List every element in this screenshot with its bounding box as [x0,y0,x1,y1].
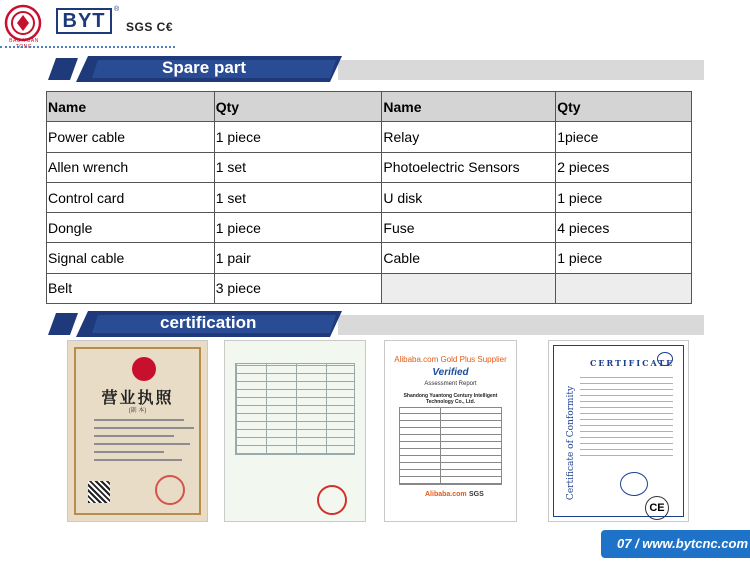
ce-text-lines [580,376,673,456]
registration-form-image [224,340,366,522]
report-grid [399,407,502,485]
table-cell: 1 piece [214,122,382,152]
table-cell: Signal cable [47,243,215,273]
table-cell-empty [556,273,692,303]
table-cell: 1 piece [556,243,692,273]
etl-logo-icon [620,472,648,496]
banner-grey-bar [338,315,704,335]
table-cell: 1 set [214,182,382,212]
table-row [47,243,692,273]
ce-frame [553,345,684,517]
license-text-line [94,419,184,421]
header-name-1: Name [47,92,215,122]
red-seal-icon [317,485,347,515]
table-row [47,213,692,243]
ce-side-label [560,370,574,520]
ce-side-text: Certificate of Conformity [566,385,576,501]
registered-mark: ® [114,6,120,13]
sgs-footer-logo: SGS [469,491,484,498]
header-qty-1: Qty [214,92,382,122]
ce-mark-icon [645,496,669,520]
table-row [47,122,692,152]
spare-part-title: Spare part [162,58,247,77]
table-row [47,182,692,212]
license-text-line [94,459,182,461]
license-text-line [94,443,190,445]
table-cell: 1 pair [214,243,382,273]
verified-badge: Verified [432,367,469,378]
table-cell: 1 piece [556,182,692,212]
table-cell: Relay [382,122,556,152]
table-header-row [47,92,692,122]
banner-grey-bar [338,60,704,80]
license-text-line [94,427,194,429]
certification-banner [48,311,704,337]
table-row [47,273,692,303]
table-cell: Power cable [47,122,215,152]
page-footer-url[interactable]: 07 / www.bytcnc.com [601,530,750,558]
table-cell: Belt [47,273,215,303]
certification-title: certification [160,313,257,332]
table-cell: Photoelectric Sensors [382,152,556,182]
table-cell: Cable [382,243,556,273]
business-license-image [67,340,208,522]
report-company: Shandong Yuantong Century Intelligent Technology Co., Ltd. [403,393,498,405]
table-cell: 1piece [556,122,692,152]
table-cell: Allen wrench [47,152,215,182]
table-cell: 1 set [214,152,382,182]
etl-badge-icon [657,352,673,366]
alibaba-header: Alibaba.com Gold Plus Supplier [394,355,507,364]
license-title: 营业执照 [101,388,174,407]
table-cell: U disk [382,182,556,212]
table-cell: 4 pieces [556,213,692,243]
table-cell: Control card [47,182,215,212]
alibaba-footer-logo: Alibaba.com [425,491,467,498]
spare-part-table [46,91,692,304]
table-row [47,152,692,182]
ce-title: CERTIFICATE [590,358,675,368]
license-text-line [94,435,174,437]
header-qty-2: Qty [556,92,692,122]
ce-mark-text: CE [649,502,665,514]
license-subtitle: (副 本) [128,408,147,414]
form-grid [235,363,355,455]
table-cell: Dongle [47,213,215,243]
header-name-2: Name [382,92,556,122]
spare-part-banner [48,56,704,82]
report-title: Assessment Report [424,381,477,387]
alibaba-report-image [384,340,517,522]
license-border [74,347,201,515]
header-dotted-divider [0,46,175,48]
ce-certificate-image [548,340,689,522]
license-text-line [94,451,164,453]
red-seal-icon [155,475,185,505]
table-cell: 3 piece [214,273,382,303]
table-cell: Fuse [382,213,556,243]
table-cell: 1 piece [214,213,382,243]
company-emblem-logo [4,4,42,42]
table-cell-empty [382,273,556,303]
table-cell: 2 pieces [556,152,692,182]
byt-logo: BYT [56,8,112,34]
qr-code-icon [88,481,110,503]
sgs-ce-marks: SGS C€ [126,20,174,34]
national-emblem-icon [132,357,156,381]
brand-cn-text: BAO YUAN TONG [9,38,39,50]
